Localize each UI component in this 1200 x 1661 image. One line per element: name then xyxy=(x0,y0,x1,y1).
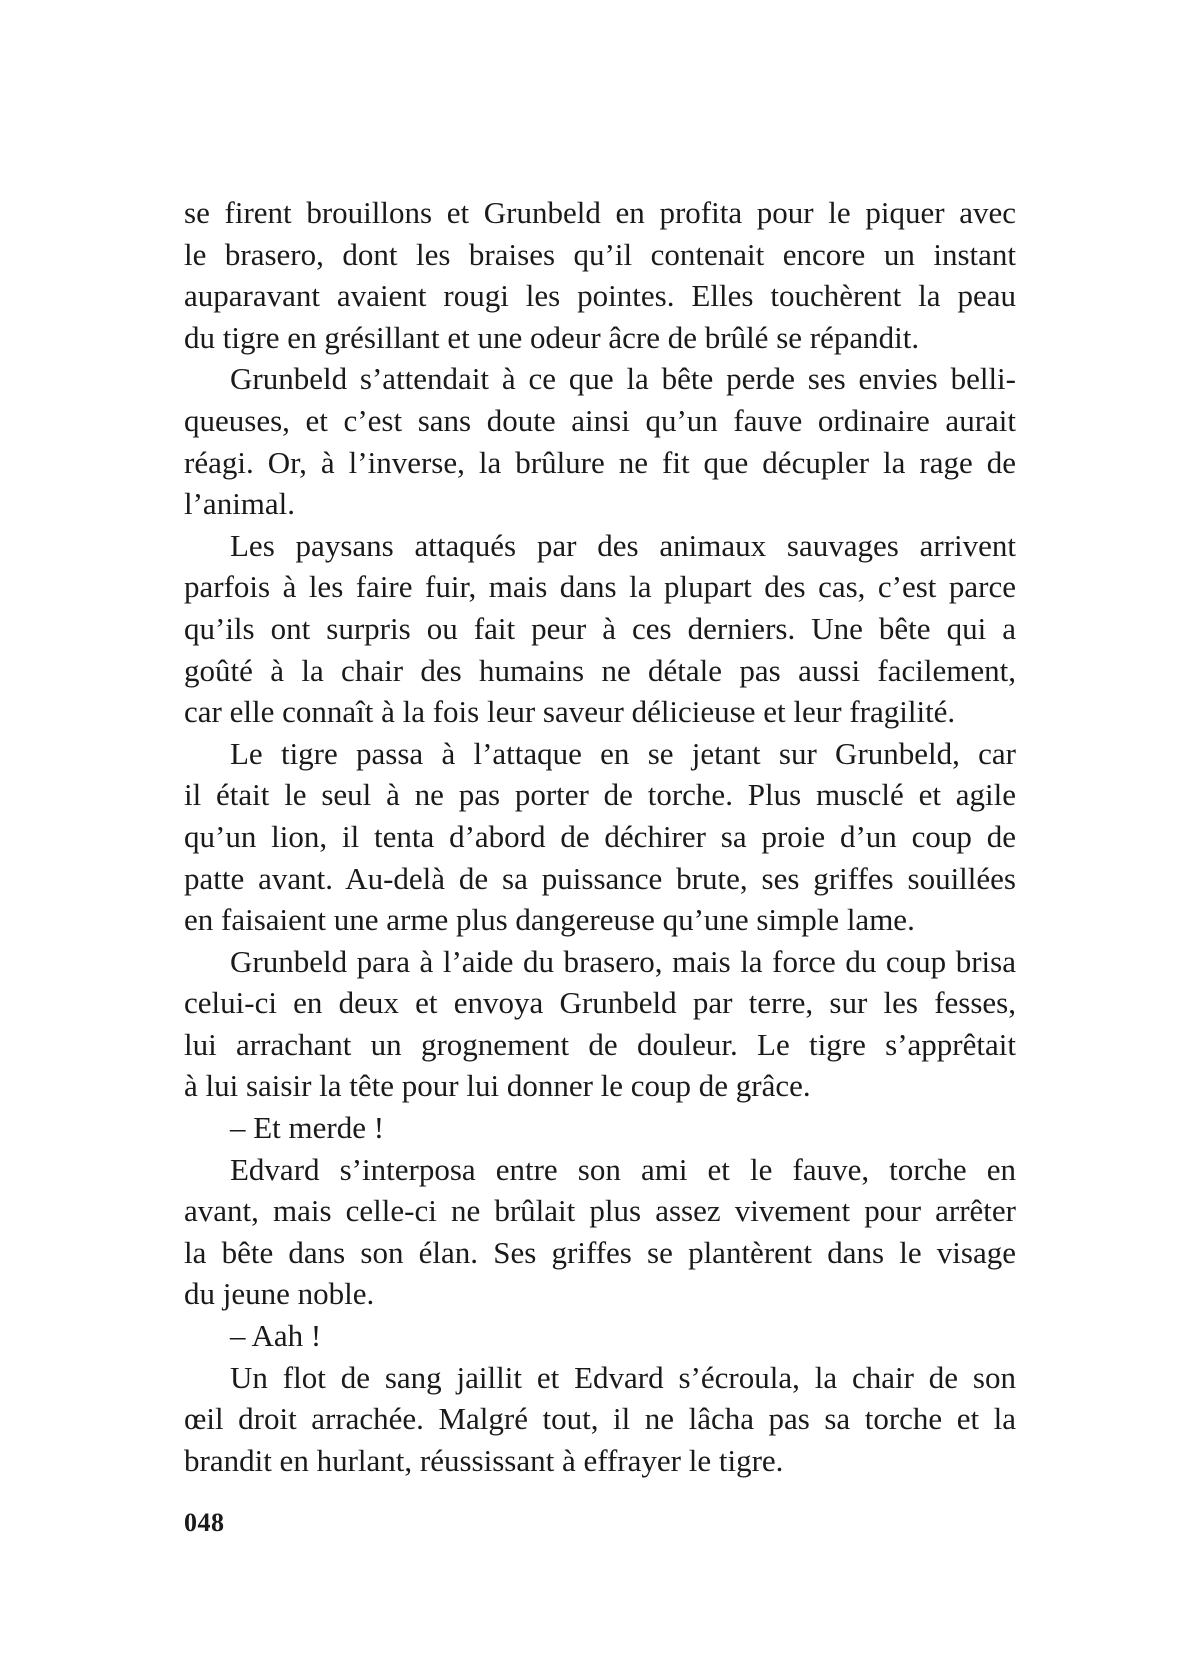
page-number: 048 xyxy=(184,1508,225,1537)
text-line: la bête dans son élan. Ses griffes se plantèrent dans le visage xyxy=(184,1234,1016,1270)
text-line: lui arrachant un grognement de douleur. Le tigre s’apprêtait xyxy=(184,1026,1016,1062)
text-line: – Et merde ! xyxy=(230,1110,385,1146)
text-line: parfois à les faire fuir, mais dans la plupart des cas, c’est parce xyxy=(184,569,1016,605)
text-line: Un flot de sang jaillit et Edvard s’écroula, la chair de son xyxy=(230,1359,1016,1395)
text-line: – Aah ! xyxy=(230,1318,322,1354)
text-line: Les paysans attaqués par des animaux sauvages arrivent xyxy=(230,527,1016,563)
text-line: se firent brouillons et Grunbeld en profita pour le piquer avec xyxy=(184,195,1016,230)
text-line: celui-ci en deux et envoya Grunbeld par terre, sur les fesses, xyxy=(184,985,1016,1021)
text-line: du tigre en grésillant et une odeur âcre de brûlé se répandit. xyxy=(184,319,920,355)
text-line: à lui saisir la tête pour lui donner le coup de grâce. xyxy=(184,1068,811,1104)
text-line: Grunbeld para à l’aide du brasero, mais la force du coup brisa xyxy=(230,943,1016,979)
text-line: le brasero, dont les braises qu’il contenait encore un instant xyxy=(184,236,1016,272)
text-line: Le tigre passa à l’attaque en se jetant sur Grunbeld, car xyxy=(230,735,1016,771)
text-line: car elle connaît à la fois leur saveur délicieuse et leur fragilité. xyxy=(184,694,956,730)
text-line: qu’un lion, il tenta d’abord de déchirer sa proie d’un coup de xyxy=(184,818,1016,854)
text-line: brandit en hurlant, réussissant à effrayer le tigre. xyxy=(184,1442,784,1478)
text-line: du jeune noble. xyxy=(184,1276,375,1312)
text-line: il était le seul à ne pas porter de torche. Plus musclé et agile xyxy=(184,777,1016,813)
text-line: œil droit arrachée. Malgré tout, il ne lâcha pas sa torche et la xyxy=(184,1401,1016,1437)
body-text xyxy=(184,192,1016,1481)
text-line: qu’ils ont surpris ou fait peur à ces derniers. Une bête qui a xyxy=(184,610,1016,646)
text-line: queuses, et c’est sans doute ainsi qu’un fauve ordinaire aurait xyxy=(184,402,1016,438)
text-line: l’animal. xyxy=(184,486,296,522)
text-line: patte avant. Au-delà de sa puissance brute, ses griffes souillées xyxy=(184,860,1016,896)
text-line: Grunbeld s’attendait à ce que la bête perde ses envies belli- xyxy=(230,361,1016,397)
text-line: goûté à la chair des humains ne détale pas aussi facilement, xyxy=(184,652,1016,688)
text-line: avant, mais celle-ci ne brûlait plus assez vivement pour arrêter xyxy=(184,1193,1016,1229)
text-line: en faisaient une arme plus dangereuse qu’une simple lame. xyxy=(184,902,915,938)
text-line: auparavant avaient rougi les pointes. Elles touchèrent la peau xyxy=(184,278,1016,314)
text-line: réagi. Or, à l’inverse, la brûlure ne fit que décupler la rage de xyxy=(184,444,1016,480)
text-line: Edvard s’interposa entre son ami et le fauve, torche en xyxy=(230,1151,1016,1187)
